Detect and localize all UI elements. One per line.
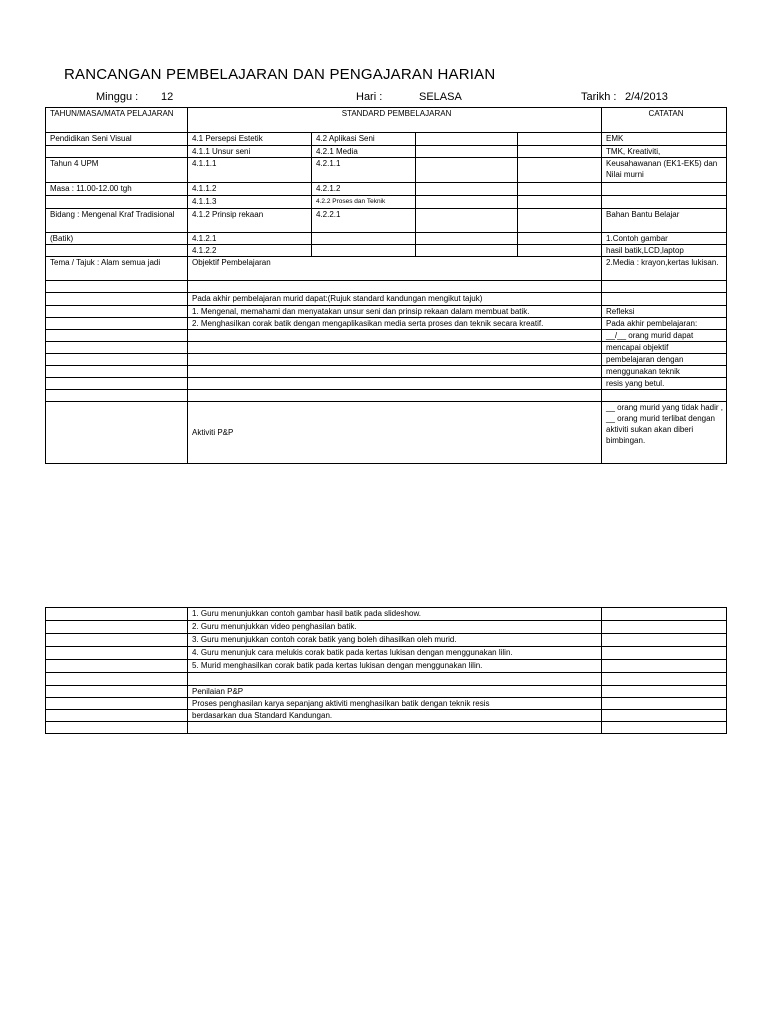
standard-cell: 4.1.1.1 (188, 158, 312, 183)
minggu-value: 12 (161, 91, 174, 103)
masa-cell: Masa : 11.00-12.00 tgh (46, 183, 188, 196)
penilaian-heading: Penilaian P&P (188, 686, 602, 698)
batik-cell: (Batik) (46, 233, 188, 245)
hari-label: Hari : (356, 91, 383, 103)
catatan-cell: Bahan Bantu Belajar (602, 209, 727, 233)
tahun-cell: Tahun 4 UPM (46, 158, 188, 183)
header-standard-pembelajaran: STANDARD PEMBELAJARAN (188, 108, 602, 133)
objektif-heading: Objektif Pembelajaran (188, 257, 602, 281)
activity-item: 3. Guru menunjukkan contoh corak batik yang boleh dihasilkan oleh murid. (188, 634, 602, 647)
objektif-intro: Pada akhir pembelajaran murid dapat:(Rujuk standard kandungan mengikut tajuk) (188, 293, 602, 306)
standard-cell: 4.1 Persepsi Estetik (188, 133, 312, 146)
standard-cell: 4.2 Aplikasi Seni (312, 133, 416, 146)
catatan-cell: mencapai objektif (602, 342, 727, 354)
objektif-item: 1. Mengenal, memahami dan menyatakan unsur seni dan prinsip rekaan dalam membuat batik. (188, 306, 602, 318)
hari-value: SELASA (419, 91, 462, 103)
header-catatan: CATATAN (602, 108, 727, 133)
activity-item: 4. Guru menunjuk cara melukis corak batik pada kertas lukisan dengan menggunakan lilin. (188, 647, 602, 660)
objektif-item: 2. Menghasilkan corak batik dengan mengaplikasikan media serta proses dan teknik secara kreatif. (188, 318, 602, 330)
tarikh-value: 2/4/2013 (625, 91, 668, 103)
bidang-cell: Bidang : Mengenal Kraf Tradisional (46, 209, 188, 233)
standard-cell: 4.1.2 Prinsip rekaan (188, 209, 312, 233)
standard-cell: 4.1.1.3 (188, 196, 312, 209)
catatan-cell: 1.Contoh gambar (602, 233, 727, 245)
catatan-cell: __ orang murid yang tidak hadir , __ orang murid terlibat dengan aktiviti sukan akan diberi bimbingan. (602, 402, 727, 464)
standard-cell: 4.1.1 Unsur seni (188, 146, 312, 158)
subject-cell: Pendidikan Seni Visual (46, 133, 188, 146)
aktiviti-heading: Aktiviti P&P (188, 402, 602, 464)
standard-cell: 4.1.2.2 (188, 245, 312, 257)
catatan-cell: TMK, Kreativiti, (602, 146, 727, 158)
standard-cell: 4.2.1 Media (312, 146, 416, 158)
catatan-cell: __/__ orang murid dapat (602, 330, 727, 342)
tarikh-label: Tarikh : (581, 91, 617, 103)
catatan-cell: EMK (602, 133, 727, 146)
catatan-cell: hasil batik,LCD,laptop (602, 245, 727, 257)
catatan-cell: menggunakan teknik (602, 366, 727, 378)
header-tahun-masa: TAHUN/MASA/MATA PELAJARAN (46, 108, 188, 133)
activity-item: 1. Guru menunjukkan contoh gambar hasil batik pada slideshow. (188, 608, 602, 621)
standard-cell: 4.2.2 Proses dan Teknik (312, 196, 416, 209)
penilaian-text: Proses penghasilan karya sepanjang aktiviti menghasilkan batik dengan teknik resis (188, 698, 602, 710)
penilaian-text: berdasarkan dua Standard Kandungan. (188, 710, 602, 722)
catatan-cell: 2.Media : krayon,kertas lukisan. (602, 257, 727, 281)
catatan-cell: resis yang betul. (602, 378, 727, 390)
standard-cell: 4.2.1.1 (312, 158, 416, 183)
activity-table (45, 607, 727, 734)
page-title: RANCANGAN PEMBELAJARAN DAN PENGAJARAN HARIAN (64, 66, 496, 83)
catatan-cell: Refleksi (602, 306, 727, 318)
lesson-plan-table (45, 107, 727, 464)
standard-cell: 4.2.2.1 (312, 209, 416, 233)
minggu-label: Minggu : (96, 91, 139, 103)
catatan-cell: pembelajaran dengan (602, 354, 727, 366)
tema-cell: Tema / Tajuk : Alam semua jadi (46, 257, 188, 281)
standard-cell: 4.2.1.2 (312, 183, 416, 196)
activity-item: 5. Murid menghasilkan corak batik pada kertas lukisan dengan menggunakan lilin. (188, 660, 602, 673)
standard-cell: 4.1.1.2 (188, 183, 312, 196)
catatan-cell: Keusahawanan (EK1-EK5) dan Nilai murni (602, 158, 727, 183)
standard-cell: 4.1.2.1 (188, 233, 312, 245)
activity-item: 2. Guru menunjukkan video penghasilan batik. (188, 621, 602, 634)
catatan-cell: Pada akhir pembelajaran: (602, 318, 727, 330)
